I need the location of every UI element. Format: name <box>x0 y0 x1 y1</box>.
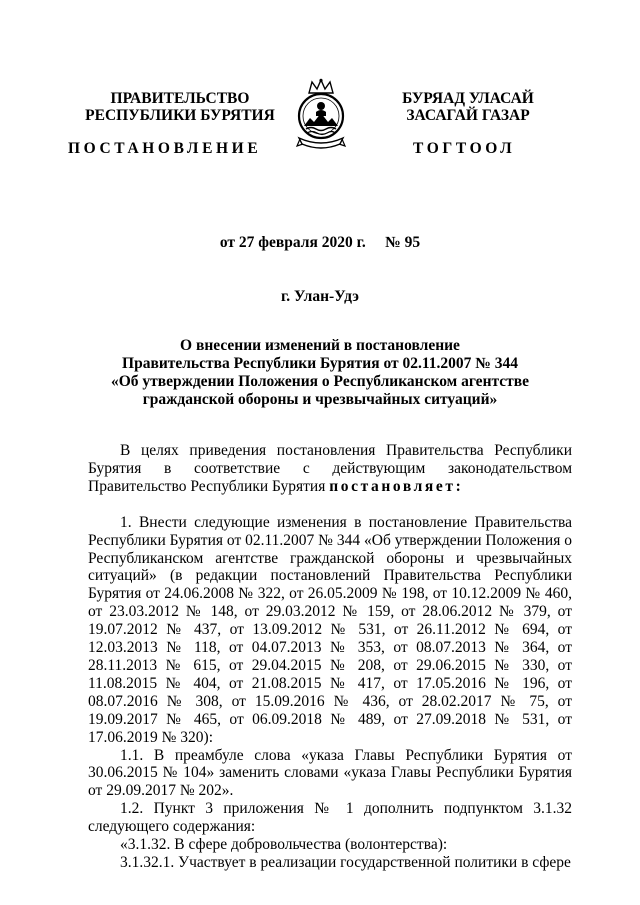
title-line-4: гражданской обороны и чрезвычайных ситуаций» <box>142 391 498 408</box>
item-1-paragraph: 1. Внести следующие изменения в постановление Правительства Республики Бурятия от 02.11.2007 № 344 «Об утверждении Положения о Республиканском агентстве гражданской обороны и чрезвычайных ситуаций» (в редакции постановлений Правительства Республики Бурятия от 24.06.2008 № 322, от 26.05.2009 № 198, от 10.12.2009 № 460, от 23.03.2012 № 148, от 29.03.2012 № 159, от 28.06.2012 № 379, от 19.07.2012 № 437, от 13.09.2012 № 531, от 26.11.2012 № 694, от 12.03.2013 № 118, от 04.07.2013 № 353, от 08.07.2013 № 364, от 28.11.2013 № 615, от 29.04.2015 № 208, от 29.06.2015 № 330, от 11.08.2015 № 404, от 21.08.2015 № 417, от 17.05.2016 № 196, от 08.07.2016 № 308, от 15.09.2016 № 436, от 28.02.2017 № 75, от 19.09.2017 № 465, от 06.09.2018 № 489, от 27.09.2018 № 531, от 17.06.2019 № 320): <box>88 513 572 746</box>
document-kind-ru: ПОСТАНОВЛЕНИЕ <box>68 140 262 157</box>
item-1-1-paragraph: 1.1. В преамбуле слова «указа Главы Республики Бурятия от 30.06.2015 № 104» заменить словами «указа Главы Республики Бурятия от 29.09.2017 № 202». <box>88 746 572 800</box>
preamble-paragraph <box>88 442 572 496</box>
title-line-3: «Об утверждении Положения о Республиканском агентстве <box>110 373 530 390</box>
government-name-ru <box>75 90 285 124</box>
item-3-1-32-paragraph: «3.1.32. В сфере добровольчества (волонтерства): <box>120 836 448 854</box>
government-name-ru-line2: РЕСПУБЛИКИ БУРЯТИЯ <box>85 107 275 124</box>
document-kind-bua: ТОГТООЛ <box>413 140 516 157</box>
city: г. Улан-Удэ <box>280 288 359 305</box>
title-line-1: О внесении изменений в постановление <box>180 337 460 354</box>
coat-of-arms-icon <box>295 78 347 154</box>
government-name-bua-line1: БУРЯАД УЛАСАЙ <box>402 90 534 107</box>
preamble-text: В целях приведения постановления Правительства Республики Бурятия в соответствие с действующим законодательством Правительство Республики Бурятия <box>88 442 572 495</box>
date-and-number: от 27 февраля 2020 г. № 95 <box>219 234 421 251</box>
preamble-keyword: постановляет: <box>329 477 464 495</box>
government-name-bua <box>388 90 548 124</box>
item-1-2-paragraph: 1.2. Пункт 3 приложения № 1 дополнить подпунктом 3.1.32 следующего содержания: <box>88 800 572 836</box>
document-body <box>88 442 572 872</box>
government-name-ru-line1: ПРАВИТЕЛЬСТВО <box>110 90 250 107</box>
item-3-1-32-1-paragraph: 3.1.32.1. Участвует в реализации государственной политики в сфере <box>120 853 571 871</box>
document-title <box>60 337 580 409</box>
government-name-bua-line2: ЗАСАГАЙ ГАЗАР <box>406 107 530 124</box>
title-line-2: Правительства Республики Бурятия от 02.11.2007 № 344 <box>122 355 518 372</box>
